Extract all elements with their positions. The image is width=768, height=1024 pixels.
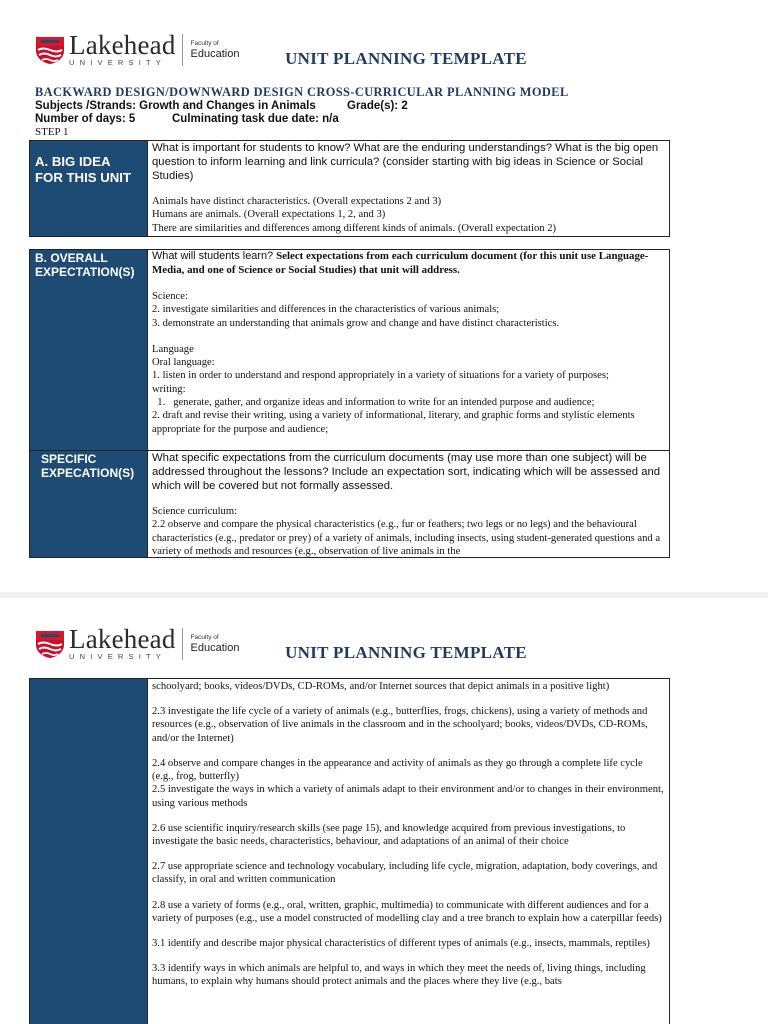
specific-label-line1: SPECIFIC	[41, 452, 97, 466]
faculty-label: Faculty of	[190, 634, 219, 641]
writing-heading: writing:	[152, 383, 186, 395]
subjects-label: Subjects /Strands: Growth and Changes in Animals	[35, 100, 316, 112]
overall-expectations-row	[29, 249, 670, 451]
overall-prompt-plain: What will students learn?	[152, 250, 277, 262]
brand-subname: UNIVERSITY	[69, 58, 167, 67]
document-page-2	[0, 598, 768, 1024]
big-idea-row	[29, 140, 670, 237]
expectation-2-6: 2.6 use scientific inquiry/research skills (see page 15), and knowledge acquired from previous investigations, to investigate the basic needs, characteristics, behaviour, and adaptations of an animal of their choice	[152, 822, 626, 848]
faculty-name: Education	[190, 48, 240, 60]
days-label: Number of days: 5	[35, 113, 136, 125]
big-idea-label-line1: A. BIG IDEA	[35, 154, 111, 169]
big-idea-2: Humans are animals. (Overall expectations 1, 2, and 3)	[152, 209, 386, 221]
writing-item-2: 2. draft and revise their writing, using a variety of informational, literary, and graphic forms and stylistic elements appropriate for the purpose and audience;	[152, 410, 635, 435]
language-heading: Language	[152, 343, 194, 355]
oral-language-heading: Oral language:	[152, 357, 215, 369]
science-curriculum-heading: Science curriculum:	[152, 506, 238, 517]
big-idea-3: There are similarities and differences among different kinds of animals. (Overall expectation 2)	[152, 222, 557, 234]
overall-prompt	[152, 250, 665, 277]
expectation-2-8: 2.8 use a variety of forms (e.g., oral, written, graphic, multimedia) to communicate with different audiences and for a variety of purposes (e.g., use a model constructed of modelling clay and a tree branch to explain how a caterpillar feeds)	[152, 899, 662, 924]
specific-expectations-row	[29, 450, 670, 558]
expectation-2-2: 2.2 observe and compare the physical characteristics (e.g., fur or feathers; two legs or no legs) and the behavioural characteristics (e.g., predator or prey) of a variety of animals, including insects, using student-generated questions and a variety of methods and resources (e.g., observation of live animals in the	[152, 519, 661, 557]
expectation-2-4: 2.4 observe and compare changes in the appearance and activity of animals as they go through a complete life cycle (e.g., frog, butterfly)	[152, 757, 643, 783]
expectation-3-1: 3.1 identify and describe major physical characteristics of different types of animals (e.g., insects, mammals, reptiles)	[152, 937, 650, 949]
page-title: UNIT PLANNING TEMPLATE	[285, 643, 527, 662]
specific-label-line2: EXPECATION(S)	[41, 466, 135, 480]
big-idea-1: Animals have distinct characteristics. (Overall expectations 2 and 3)	[152, 196, 442, 207]
specific-prompt: What specific expectations from the curriculum documents (may use more than one subject) will be addressed throughout the lessons? Include an expectation sort, indicating which will be assessed and which will be covered but not formally assessed.	[152, 452, 661, 492]
page-title: UNIT PLANNING TEMPLATE	[285, 49, 527, 68]
brand-subname: UNIVERSITY	[69, 652, 167, 661]
expectation-2-3: 2.3 investigate the life cycle of a variety of animals (e.g., butterflies, frogs, chickens), using a variety of methods and resources (e.g., observation of live animals in the classroom and in the schoolyard; books, videos/DVDs, CD-ROMs, and/or the Internet)	[152, 706, 648, 744]
overall-label-line1: B. OVERALL	[35, 251, 108, 265]
big-idea-content	[148, 141, 669, 236]
science-heading: Science:	[152, 291, 188, 302]
overall-expectations-content	[148, 250, 669, 451]
big-idea-label	[30, 141, 148, 236]
overall-expectations-label	[30, 250, 148, 451]
design-model-heading: BACKWARD DESIGN/DOWNWARD DESIGN CROSS-CURRICULAR PLANNING MODEL	[35, 85, 569, 99]
overall-prompt-bold: Select expectations from each curriculum document (for this unit use Language- Media, and one of Science or Social Studies) that unit will address.	[152, 250, 649, 276]
big-idea-prompt: What is important for students to know? What are the enduring understandings? What is the big open question to inform learning and link curricula? (consider starting with big ideas in Science or Social Studies)	[152, 142, 659, 182]
brand-name: Lakehead	[69, 624, 176, 654]
specific-expectations-continued-content	[148, 679, 669, 1024]
faculty-name: Education	[190, 642, 240, 654]
due-date-label: Culminating task due date: n/a	[172, 113, 339, 125]
expectation-2-5: 2.5 investigate the ways in which a variety of animals adapt to their environment and/or to changes in their environment, using various methods	[152, 784, 664, 809]
specific-expectations-label	[30, 451, 148, 557]
step-label: STEP 1	[35, 126, 69, 138]
overall-label-line2: EXPECTATION(S)	[35, 265, 135, 279]
expectation-3-3: 3.3 identify ways in which animals are helpful to, and ways in which they meet the needs of, living things, including humans, to explain why humans should protect animals and the places where they live (e.g., bats	[152, 963, 646, 988]
science-item-2: 2. investigate similarities and differences in the characteristics of various animals;	[152, 304, 500, 316]
brand-name: Lakehead	[69, 30, 176, 60]
specific-expectations-continued-row	[29, 678, 670, 1024]
grades-label: Grade(s): 2	[347, 100, 408, 112]
expectation-2-7: 2.7 use appropriate science and technology vocabulary, including life cycle, migration, adaptation, body coverings, and classify, in oral and written communication	[152, 861, 658, 886]
specific-expectations-content	[148, 451, 669, 557]
big-idea-label-line2: FOR THIS UNIT	[35, 170, 131, 185]
specific-expectations-continued-label	[30, 679, 148, 1024]
writing-item-1: 1. generate, gather, and organize ideas and information to write for an intended purpose and audience;	[152, 397, 595, 409]
expectation-2-2-continued: schoolyard; books, videos/DVDs, CD-ROMs, and/or Internet sources that depict animals in a positive light)	[152, 681, 610, 692]
faculty-label: Faculty of	[190, 40, 219, 47]
science-item-3: 3. demonstrate an understanding that animals grow and change and have distinct characteristics.	[152, 317, 560, 329]
oral-item-1: 1. listen in order to understand and respond appropriately in a variety of situations for a variety of purposes;	[152, 370, 609, 382]
